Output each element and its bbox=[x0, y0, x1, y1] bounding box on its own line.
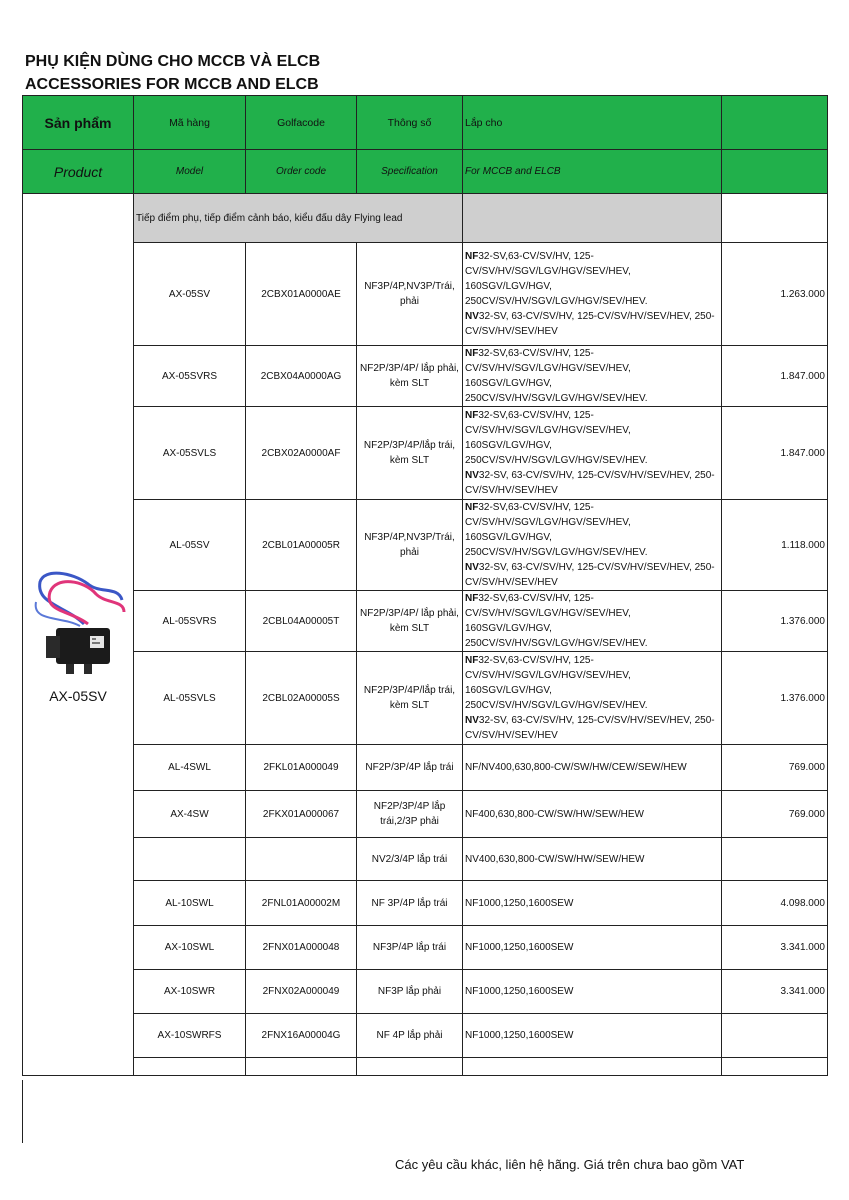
applicable-cell bbox=[463, 346, 722, 407]
table-row-empty bbox=[23, 1058, 828, 1076]
nv-prefix: NV bbox=[465, 470, 479, 481]
code-cell: 2CBL01A00005R bbox=[246, 500, 357, 591]
price-cell: 3.341.000 bbox=[722, 926, 828, 970]
header-model-vn: Mã hàng bbox=[134, 96, 246, 150]
header-for-en: For MCCB and ELCB bbox=[463, 150, 722, 194]
code-cell: 2FNX16A00004G bbox=[246, 1014, 357, 1058]
spec-cell: NF2P/3P/4P lắp trái bbox=[357, 745, 463, 791]
nf-line bbox=[465, 346, 719, 406]
nv-line bbox=[465, 468, 719, 498]
applicable-cell: NF/NV400,630,800-CW/SW/HW/CEW/SEW/HEW bbox=[463, 745, 722, 791]
spec-cell: NV2/3/4P lắp trái bbox=[357, 838, 463, 881]
code-cell: 2FKL01A000049 bbox=[246, 745, 357, 791]
code-cell bbox=[246, 838, 357, 881]
table-row bbox=[23, 926, 828, 970]
model-cell: AX-4SW bbox=[134, 791, 246, 838]
applicable-cell bbox=[463, 500, 722, 591]
header-price-vn bbox=[722, 96, 828, 150]
table-row bbox=[23, 791, 828, 838]
header-model-en: Model bbox=[134, 150, 246, 194]
table-row bbox=[23, 970, 828, 1014]
model-cell: AL-05SV bbox=[134, 500, 246, 591]
empty-cell bbox=[463, 1058, 722, 1076]
code-cell: 2FNX02A000049 bbox=[246, 970, 357, 1014]
model-cell bbox=[134, 838, 246, 881]
applicable-cell: NF400,630,800-CW/SW/HW/SEW/HEW bbox=[463, 791, 722, 838]
table-row bbox=[23, 407, 828, 500]
nv-prefix: NV bbox=[465, 562, 479, 573]
price-cell: 4.098.000 bbox=[722, 881, 828, 926]
nf-prefix: NF bbox=[465, 502, 479, 513]
price-cell: 769.000 bbox=[722, 791, 828, 838]
applicable-cell: NF1000,1250,1600SEW bbox=[463, 1014, 722, 1058]
model-cell: AL-4SWL bbox=[134, 745, 246, 791]
model-cell: AX-05SV bbox=[134, 243, 246, 346]
nv-models: 32-SV, 63-CV/SV/HV, 125-CV/SV/HV/SEV/HEV, 250-CV/SV/HV/SEV/HEV bbox=[465, 715, 715, 741]
header-code-en: Order code bbox=[246, 150, 357, 194]
nf-line bbox=[465, 591, 719, 651]
nv-models: 32-SV, 63-CV/SV/HV, 125-CV/SV/HV/SEV/HEV, 250-CV/SV/HV/SEV/HEV bbox=[465, 311, 715, 337]
header-for-vn: Lắp cho bbox=[463, 96, 722, 150]
nf-line bbox=[465, 500, 719, 560]
nf-prefix: NF bbox=[465, 410, 479, 421]
price-cell: 1.376.000 bbox=[722, 652, 828, 745]
empty-cell bbox=[722, 1058, 828, 1076]
product-cell bbox=[23, 194, 134, 1076]
model-cell: AX-05SVRS bbox=[134, 346, 246, 407]
nv-prefix: NV bbox=[465, 311, 479, 322]
model-cell: AL-05SVLS bbox=[134, 652, 246, 745]
nf-models: 32-SV,63-CV/SV/HV, 125-CV/SV/HV/SGV/LGV/HGV/SEV/HEV, 160SGV/LGV/HGV, 250CV/SV/HV/SGV/LGV/HGV/SEV/HEV. bbox=[465, 251, 648, 307]
applicable-cell bbox=[463, 652, 722, 745]
table-row bbox=[23, 243, 828, 346]
applicable-cell: NF1000,1250,1600SEW bbox=[463, 926, 722, 970]
model-cell: AX-10SWL bbox=[134, 926, 246, 970]
applicable-cell: NF1000,1250,1600SEW bbox=[463, 970, 722, 1014]
table-row bbox=[23, 500, 828, 591]
table-row bbox=[23, 1014, 828, 1058]
title-vietnamese: PHỤ KIỆN DÙNG CHO MCCB VÀ ELCB bbox=[25, 53, 321, 70]
nv-models: 32-SV, 63-CV/SV/HV, 125-CV/SV/HV/SEV/HEV, 250-CV/SV/HV/SEV/HEV bbox=[465, 562, 715, 588]
code-cell: 2CBX02A0000AF bbox=[246, 407, 357, 500]
header-spec-en: Specification bbox=[357, 150, 463, 194]
spec-cell: NF2P/3P/4P/ lắp phải, kèm SLT bbox=[357, 346, 463, 407]
nf-models: 32-SV,63-CV/SV/HV, 125-CV/SV/HV/SGV/LGV/HGV/SEV/HEV, 160SGV/LGV/HGV, 250CV/SV/HV/SGV/LGV/HGV/SEV/HEV. bbox=[465, 655, 648, 711]
empty-cell bbox=[246, 1058, 357, 1076]
model-cell: AX-10SWR bbox=[134, 970, 246, 1014]
header-code-vn: Golfacode bbox=[246, 96, 357, 150]
nf-prefix: NF bbox=[465, 655, 479, 666]
category-grey-cell bbox=[463, 194, 722, 243]
model-cell: AX-05SVLS bbox=[134, 407, 246, 500]
header-product-en: Product bbox=[23, 150, 134, 194]
model-cell: AX-10SWRFS bbox=[134, 1014, 246, 1058]
nf-models: 32-SV,63-CV/SV/HV, 125-CV/SV/HV/SGV/LGV/HGV/SEV/HEV, 160SGV/LGV/HGV, 250CV/SV/HV/SGV/LGV/HGV/SEV/HEV. bbox=[465, 410, 648, 466]
title-english: ACCESSORIES FOR MCCB AND ELCB bbox=[25, 76, 319, 93]
category-text: Tiếp điểm phụ, tiếp điểm cảnh báo, kiểu đấu dây Flying lead bbox=[134, 194, 463, 243]
nf-prefix: NF bbox=[465, 593, 479, 604]
spec-cell: NF 4P lắp phải bbox=[357, 1014, 463, 1058]
code-cell: 2FNX01A000048 bbox=[246, 926, 357, 970]
table-row bbox=[23, 652, 828, 745]
nf-models: 32-SV,63-CV/SV/HV, 125-CV/SV/HV/SGV/LGV/HGV/SEV/HEV, 160SGV/LGV/HGV, 250CV/SV/HV/SGV/LGV/HGV/SEV/HEV. bbox=[465, 348, 648, 404]
nv-line bbox=[465, 713, 719, 743]
price-cell bbox=[722, 838, 828, 881]
model-cell: AL-10SWL bbox=[134, 881, 246, 926]
nv-prefix: NV bbox=[465, 715, 479, 726]
header-row-vietnamese bbox=[23, 96, 828, 150]
table-row bbox=[23, 346, 828, 407]
price-cell: 1.847.000 bbox=[722, 407, 828, 500]
price-cell: 3.341.000 bbox=[722, 970, 828, 1014]
code-cell: 2CBL02A00005S bbox=[246, 652, 357, 745]
nf-line bbox=[465, 408, 719, 468]
nf-models: 32-SV,63-CV/SV/HV, 125-CV/SV/HV/SGV/LGV/HGV/SEV/HEV, 160SGV/LGV/HGV, 250CV/SV/HV/SGV/LGV/HGV/SEV/HEV. bbox=[465, 502, 648, 558]
spec-cell: NF3P/4P lắp trái bbox=[357, 926, 463, 970]
spec-cell: NF2P/3P/4P lắp trái,2/3P phải bbox=[357, 791, 463, 838]
table-row bbox=[23, 838, 828, 881]
accessories-table bbox=[22, 95, 828, 1076]
price-cell bbox=[722, 1014, 828, 1058]
code-cell: 2FNL01A00002M bbox=[246, 881, 357, 926]
nf-prefix: NF bbox=[465, 348, 479, 359]
nf-line bbox=[465, 249, 719, 309]
code-cell: 2CBL04A00005T bbox=[246, 591, 357, 652]
applicable-cell bbox=[463, 407, 722, 500]
price-cell: 1.376.000 bbox=[722, 591, 828, 652]
nv-line bbox=[465, 560, 719, 590]
auxiliary-contact-icon bbox=[26, 566, 130, 678]
spec-cell: NF2P/3P/4P/lắp trái, kèm SLT bbox=[357, 652, 463, 745]
product-label: AX-05SV bbox=[49, 687, 107, 704]
left-border-line bbox=[22, 1080, 23, 1143]
empty-cell bbox=[357, 1058, 463, 1076]
applicable-cell bbox=[463, 243, 722, 346]
header-product-vn: Sản phẩm bbox=[23, 96, 134, 150]
applicable-cell: NV400,630,800-CW/SW/HW/SEW/HEW bbox=[463, 838, 722, 881]
code-cell: 2CBX04A0000AG bbox=[246, 346, 357, 407]
spec-cell: NF2P/3P/4P/ lắp phải, kèm SLT bbox=[357, 591, 463, 652]
price-cell: 1.847.000 bbox=[722, 346, 828, 407]
model-cell: AL-05SVRS bbox=[134, 591, 246, 652]
price-cell: 769.000 bbox=[722, 745, 828, 791]
applicable-cell bbox=[463, 591, 722, 652]
price-cell: 1.263.000 bbox=[722, 243, 828, 346]
code-cell: 2FKX01A000067 bbox=[246, 791, 357, 838]
footer-note: Các yêu cầu khác, liên hệ hãng. Giá trên chưa bao gồm VAT bbox=[395, 1157, 745, 1172]
spec-cell: NF3P/4P,NV3P/Trái, phải bbox=[357, 500, 463, 591]
empty-cell bbox=[134, 1058, 246, 1076]
nf-line bbox=[465, 653, 719, 713]
applicable-cell: NF1000,1250,1600SEW bbox=[463, 881, 722, 926]
header-spec-vn: Thông số bbox=[357, 96, 463, 150]
nv-line bbox=[465, 309, 719, 339]
code-cell: 2CBX01A0000AE bbox=[246, 243, 357, 346]
spec-cell: NF3P lắp phải bbox=[357, 970, 463, 1014]
nf-prefix: NF bbox=[465, 251, 479, 262]
nv-models: 32-SV, 63-CV/SV/HV, 125-CV/SV/HV/SEV/HEV, 250-CV/SV/HV/SEV/HEV bbox=[465, 470, 715, 496]
category-blank-cell bbox=[722, 194, 828, 243]
table-row bbox=[23, 591, 828, 652]
table-row bbox=[23, 745, 828, 791]
price-cell: 1.118.000 bbox=[722, 500, 828, 591]
header-row-english bbox=[23, 150, 828, 194]
nf-models: 32-SV,63-CV/SV/HV, 125-CV/SV/HV/SGV/LGV/HGV/SEV/HEV, 160SGV/LGV/HGV, 250CV/SV/HV/SGV/LGV/HGV/SEV/HEV. bbox=[465, 593, 648, 649]
header-price-en bbox=[722, 150, 828, 194]
spec-cell: NF 3P/4P lắp trái bbox=[357, 881, 463, 926]
category-row bbox=[23, 194, 828, 243]
spec-cell: NF2P/3P/4P/lắp trái, kèm SLT bbox=[357, 407, 463, 500]
table-row bbox=[23, 881, 828, 926]
spec-cell: NF3P/4P,NV3P/Trái, phải bbox=[357, 243, 463, 346]
